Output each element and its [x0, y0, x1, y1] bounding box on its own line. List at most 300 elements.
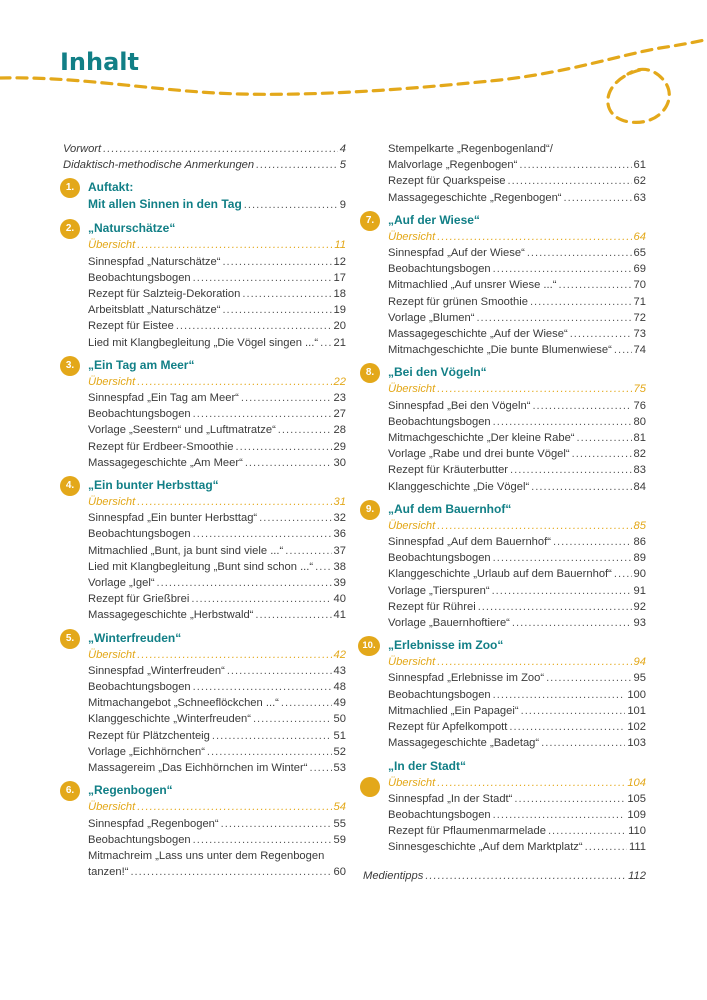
toc-entry-title: Übersicht	[88, 648, 136, 661]
chapter-title[interactable]: „Auf der Wiese“	[388, 212, 480, 227]
toc-entry[interactable]	[388, 245, 646, 261]
toc-entry-page: 22	[333, 375, 346, 388]
toc-entry-page: 61	[633, 159, 646, 172]
toc-entry-page: 94	[633, 656, 646, 669]
dot-leader	[514, 791, 625, 807]
toc-entry-title: Lied mit Klangbegleitung „Die Vögel singen ...“	[88, 336, 319, 349]
dot-leader	[242, 286, 331, 302]
chapter-6-continued	[363, 141, 646, 206]
toc-entry[interactable]	[88, 406, 346, 422]
chapter-number-badge: 8.	[360, 363, 380, 383]
toc-entry-title: Massagegeschichte „Auf der Wiese“	[388, 328, 568, 341]
toc-entry-page: 55	[333, 817, 346, 830]
toc-entry-page: 20	[333, 320, 346, 333]
dot-leader	[512, 615, 632, 631]
toc-entry-page: 101	[627, 704, 646, 717]
chapter-title[interactable]: „Naturschätze“	[88, 221, 176, 236]
chapter-title[interactable]: „Regenbogen“	[88, 783, 173, 798]
toc-entry[interactable]	[388, 703, 646, 719]
toc-entry[interactable]	[388, 326, 646, 342]
chapter-number-badge: 4.	[60, 476, 80, 496]
toc-entry-title: Sinnespfad „Auf dem Bauernhof“	[388, 536, 551, 549]
dot-leader	[492, 583, 632, 599]
toc-entry-title: Beobachtungsbogen	[88, 833, 191, 846]
toc-entry-page: 73	[633, 328, 646, 341]
dot-leader	[493, 807, 626, 823]
chapter-7	[363, 212, 646, 359]
dot-leader	[530, 294, 632, 310]
toc-entry-title: Übersicht	[88, 239, 136, 252]
toc-entry-page: 69	[633, 263, 646, 276]
dot-leader	[553, 534, 632, 550]
toc-entry[interactable]	[88, 390, 346, 406]
toc-entry-page: 65	[633, 247, 646, 260]
toc-entry-title: Rezept für Rührei	[388, 600, 476, 613]
dot-leader	[437, 775, 625, 791]
toc-entry-page: 21	[333, 336, 346, 349]
dot-leader	[558, 277, 631, 293]
toc-entry[interactable]	[388, 735, 646, 751]
toc-entry-title: Rezept für Quarkspeise	[388, 175, 506, 188]
dot-leader	[176, 318, 332, 334]
chapter-3	[63, 357, 346, 471]
dot-leader	[493, 687, 626, 703]
toc-entry-page: 48	[333, 681, 346, 694]
toc-entry-page: 91	[633, 584, 646, 597]
toc-entry-page: 40	[333, 593, 346, 606]
toc-entry-title: Massagegeschichte „Am Meer“	[88, 456, 243, 469]
dot-leader	[137, 799, 331, 815]
dot-leader	[531, 479, 631, 495]
toc-entry-title: Beobachtungsbogen	[388, 688, 491, 701]
toc-entry[interactable]	[388, 446, 646, 462]
toc-entry-page: 41	[333, 609, 346, 622]
toc-entry-title: Sinnespfad „Bei den Vögeln“	[388, 399, 531, 412]
toc-entry-wrap-line2[interactable]: tanzen!“ ..... 60	[88, 864, 346, 880]
toc-entry[interactable]	[88, 711, 346, 727]
toc-entry[interactable]	[388, 294, 646, 310]
toc-entry[interactable]	[388, 615, 646, 631]
toc-entry[interactable]	[88, 575, 346, 591]
dot-leader	[510, 462, 632, 478]
toc-entry-overview[interactable]	[88, 374, 346, 390]
toc-entry-page: 111	[628, 841, 646, 854]
chapter-6	[63, 782, 346, 880]
chapter-title[interactable]: „Ein Tag am Meer“	[88, 357, 195, 372]
toc-entry-title: Mitmachgeschichte „Der kleine Rabe“	[388, 432, 575, 445]
dot-leader	[585, 839, 627, 855]
dot-leader	[508, 173, 632, 189]
dot-leader	[285, 543, 331, 559]
dot-leader	[259, 510, 331, 526]
toc-entry[interactable]	[388, 342, 646, 358]
toc-entry-overview[interactable]	[388, 654, 646, 670]
toc-entry-page: 64	[633, 230, 646, 243]
toc-entry-page: 63	[633, 191, 646, 204]
dot-leader	[614, 342, 632, 358]
dot-leader	[320, 335, 331, 351]
toc-entry-title: Beobachtungsbogen	[388, 415, 491, 428]
toc-entry[interactable]	[388, 430, 646, 446]
toc-entry-title: Rezept für Pflaumenmarmelade	[388, 825, 546, 838]
toc-entry[interactable]	[88, 816, 346, 832]
chapter-8	[363, 364, 646, 494]
toc-entry-page: 103	[627, 737, 646, 750]
toc-entry-title: Mitmachlied „Ein Papagei“	[388, 704, 519, 717]
dot-leader	[193, 406, 332, 422]
toc-entry[interactable]	[388, 462, 646, 478]
toc-entry[interactable]	[388, 839, 646, 855]
dot-leader	[564, 190, 632, 206]
dot-leader	[437, 229, 631, 245]
toc-entry-title: Vorlage „Tierspuren“	[388, 584, 490, 597]
dot-leader	[577, 430, 632, 446]
toc-entry-anmerkungen[interactable]: Didaktisch-methodische Anmerkungen ..... 5	[63, 157, 346, 173]
toc-entry[interactable]	[388, 157, 646, 173]
toc-entry[interactable]	[388, 599, 646, 615]
dot-leader	[437, 654, 631, 670]
chapter-1	[63, 179, 346, 214]
toc-entry[interactable]	[88, 760, 346, 776]
toc-entry[interactable]	[388, 190, 646, 206]
chapter-title[interactable]: Auftakt:	[88, 180, 134, 195]
toc-entry-page: 93	[633, 617, 646, 630]
toc-entry-title: Vorlage „Seestern“ und „Luftmatratze“	[88, 424, 276, 437]
dot-leader	[193, 526, 332, 542]
dot-leader	[193, 832, 332, 848]
dot-leader	[509, 719, 625, 735]
dot-leader	[137, 494, 331, 510]
toc-entry-title: Rezept für Eistee	[88, 320, 174, 333]
toc-entry-title: Mitmachgeschichte „Die bunte Blumenwiese“	[388, 344, 612, 357]
toc-entry[interactable]	[388, 398, 646, 414]
toc-entry-overview[interactable]	[388, 229, 646, 245]
chapter-5	[63, 630, 346, 777]
dot-leader	[541, 735, 625, 751]
toc-entry-page: 11	[334, 239, 346, 252]
toc-entry-overview[interactable]	[88, 494, 346, 510]
toc-entry-title: Vorlage „Bauernhoftiere“	[388, 617, 510, 630]
toc-entry-title: Mitmachangebot „Schneeflöckchen ...“	[88, 697, 279, 710]
toc-entry-page: 90	[633, 568, 646, 581]
toc-entry-page: 109	[627, 808, 646, 821]
toc-entry-page: 100	[627, 688, 646, 701]
chapter-title[interactable]: „In der Stadt“	[388, 758, 467, 773]
toc-entry-title: Übersicht	[88, 496, 136, 509]
chapter-title[interactable]: „Bei den Vögeln“	[388, 365, 487, 380]
toc-entry[interactable]	[88, 695, 346, 711]
toc-left-column	[63, 141, 346, 880]
toc-entry-page: 85	[633, 519, 646, 532]
dot-leader	[493, 261, 632, 277]
toc-entry-title: Beobachtungsbogen	[388, 263, 491, 276]
chapter-number-badge	[360, 777, 380, 797]
toc-entry-title: Massagegeschichte „Regenbogen“	[388, 191, 562, 204]
chapter-11	[363, 758, 646, 856]
toc-entry-title: Massagegeschichte „Herbstwald“	[88, 609, 254, 622]
toc-entry-page: 32	[333, 512, 346, 525]
toc-entry-page: 49	[333, 697, 346, 710]
dot-leader	[137, 647, 331, 663]
toc-entry-title: Vorlage „Rabe und drei bunte Vögel“	[388, 448, 570, 461]
toc-entry[interactable]	[388, 414, 646, 430]
toc-entry[interactable]	[88, 832, 346, 848]
toc-entry[interactable]	[88, 679, 346, 695]
toc-entry[interactable]	[388, 261, 646, 277]
toc-entry[interactable]	[88, 270, 346, 286]
toc-entry-title: Übersicht	[388, 519, 436, 532]
toc-entry-page: 17	[333, 271, 346, 284]
toc-entry-title: Malvorlage „Regenbogen“	[388, 159, 518, 172]
dot-leader	[437, 381, 631, 397]
dot-leader	[253, 711, 332, 727]
chapter-number-badge: 10.	[358, 636, 380, 656]
toc-entry[interactable]	[388, 566, 646, 582]
toc-entry-overview[interactable]	[88, 237, 346, 253]
toc-entry-page: 70	[633, 279, 646, 292]
toc-entry-title: Mitmachlied „Auf unsrer Wiese ...“	[388, 279, 557, 292]
dot-leader	[137, 237, 332, 253]
toc-entry-overview[interactable]	[388, 775, 646, 791]
toc-entry-page: 80	[633, 415, 646, 428]
chapter-number-badge: 9.	[360, 500, 380, 520]
toc-entry[interactable]	[88, 543, 346, 559]
dot-leader	[221, 816, 332, 832]
toc-entry-title: Übersicht	[388, 656, 436, 669]
dot-leader	[532, 398, 631, 414]
toc-entry[interactable]	[88, 455, 346, 471]
toc-entry-page: 62	[633, 175, 646, 188]
dot-leader	[572, 446, 632, 462]
chapter-2	[63, 220, 346, 350]
toc-entry-title: Übersicht	[388, 776, 436, 789]
dot-leader	[157, 575, 332, 591]
toc-entry-page: 23	[333, 392, 346, 405]
toc-entry-overview[interactable]	[388, 518, 646, 534]
toc-entry-title: Sinnespfad „Naturschätze“	[88, 255, 221, 268]
toc-entry[interactable]	[88, 607, 346, 623]
toc-entry-title: Sinnespfad „Auf der Wiese“	[388, 247, 525, 260]
dot-leader	[493, 414, 632, 430]
dot-leader	[191, 591, 331, 607]
toc-entry-title: Vorlage „Igel“	[88, 577, 155, 590]
toc-entry-page: 18	[333, 288, 346, 301]
toc-entry[interactable]	[388, 719, 646, 735]
toc-entry-title: Übersicht	[88, 375, 136, 388]
toc-entry-title: Massagegeschichte „Badetag“	[388, 737, 540, 750]
toc-entry-page: 50	[333, 713, 346, 726]
toc-entry[interactable]	[388, 173, 646, 189]
toc-entry[interactable]	[388, 479, 646, 495]
dot-leader	[245, 455, 332, 471]
chapter-title[interactable]: „Ein bunter Herbsttag“	[88, 478, 219, 493]
toc-entry-title: Arbeitsblatt „Naturschätze“	[88, 304, 221, 317]
toc-entry[interactable]	[388, 310, 646, 326]
dot-leader	[193, 679, 332, 695]
page-title: Inhalt	[60, 48, 139, 76]
toc-entry-title: Sinnespfad „In der Stadt“	[388, 792, 513, 805]
dot-leader	[519, 157, 631, 173]
toc-entry-page: 110	[628, 825, 646, 838]
toc-entry-page: 39	[333, 577, 346, 590]
toc-entry-page: 102	[627, 721, 646, 734]
dot-leader	[521, 703, 626, 719]
toc-entry-title: Rezept für grünen Smoothie	[388, 295, 528, 308]
toc-entry-page: 89	[633, 552, 646, 565]
toc-entry[interactable]	[388, 823, 646, 839]
toc-entry-overview[interactable]	[388, 381, 646, 397]
toc-entry-page: 53	[333, 762, 346, 775]
chapter-number-badge: 1.	[60, 178, 80, 198]
toc-entry-title: Sinnespfad „Ein Tag am Meer“	[88, 392, 239, 405]
toc-entry[interactable]	[388, 791, 646, 807]
chapter-number-badge: 6.	[60, 781, 80, 801]
toc-entry-page: 81	[633, 432, 646, 445]
dot-leader	[309, 760, 331, 776]
toc-entry-title: Übersicht	[388, 383, 436, 396]
chapter-number-badge: 7.	[360, 211, 380, 231]
toc-entry-page: 31	[333, 496, 346, 509]
toc-entry-title: Rezept für Grießbrei	[88, 593, 190, 606]
chapter-number-badge: 5.	[60, 629, 80, 649]
toc-entry-title: Beobachtungsbogen	[88, 408, 191, 421]
toc-entry-title: Klanggeschichte „Winterfreuden“	[88, 713, 251, 726]
dot-leader	[546, 670, 631, 686]
dot-leader	[548, 823, 626, 839]
toc-entry-title: Rezept für Kräuterbutter	[388, 464, 509, 477]
toc-entry-title: Beobachtungsbogen	[88, 681, 191, 694]
toc-entry-page: 86	[633, 536, 646, 549]
toc-entry-title: Massagereim „Das Eichhörnchen im Winter“	[88, 762, 308, 775]
chapter-title-line2[interactable]: Mit allen Sinnen in den Tag ..... 9	[88, 196, 346, 214]
toc-entry[interactable]	[88, 510, 346, 526]
toc-entry[interactable]	[388, 277, 646, 293]
toc-entry-medientipps[interactable]: Medientipps ..... 112	[363, 868, 646, 884]
toc-entry-title: Mitmachlied „Bunt, ja bunt sind viele ...“	[88, 544, 284, 557]
toc-entry-title: Beobachtungsbogen	[388, 808, 491, 821]
toc-entry-page: 52	[333, 745, 346, 758]
toc-entry[interactable]	[88, 439, 346, 455]
toc-entry[interactable]	[88, 254, 346, 270]
toc-entry-page: 82	[633, 448, 646, 461]
toc-entry-title: Beobachtungsbogen	[88, 271, 191, 284]
dot-leader	[255, 607, 331, 623]
toc-entry-title: Sinnesgeschichte „Auf dem Marktplatz“	[388, 841, 583, 854]
toc-entry-title: Rezept für Salzteig-Dekoration	[88, 288, 241, 301]
dot-leader	[227, 663, 332, 679]
dot-leader	[236, 439, 332, 455]
dot-leader	[570, 326, 632, 342]
toc-entry[interactable]	[88, 286, 346, 302]
toc-entry[interactable]	[388, 807, 646, 823]
toc-entry-title: Rezept für Plätzchenteig	[88, 729, 210, 742]
toc-entry-title: Rezept für Erdbeer-Smoothie	[88, 440, 234, 453]
toc-entry[interactable]	[88, 422, 346, 438]
toc-entry-page: 42	[333, 648, 346, 661]
dot-leader	[222, 254, 331, 270]
toc-entry-page: 36	[333, 528, 346, 541]
dot-leader	[437, 518, 631, 534]
dot-leader	[281, 695, 332, 711]
toc-entry-title: Klanggeschichte „Urlaub auf dem Bauernhof“	[388, 568, 612, 581]
toc-entry-title: Vorlage „Eichhörnchen“	[88, 745, 205, 758]
chapter-10	[363, 637, 646, 751]
toc-entry-page: 95	[633, 672, 646, 685]
toc-entry-page: 37	[333, 544, 346, 557]
toc-entry-page: 92	[633, 600, 646, 613]
toc-entry[interactable]	[88, 526, 346, 542]
dot-leader	[241, 390, 332, 406]
dot-leader	[212, 728, 332, 744]
toc-entry[interactable]	[388, 583, 646, 599]
toc-entry-title: Rezept für Apfelkompott	[388, 721, 508, 734]
toc-entry-page: 75	[633, 383, 646, 396]
toc-entry-page: 84	[633, 480, 646, 493]
toc-entry-page: 71	[633, 295, 646, 308]
toc-entry[interactable]	[88, 302, 346, 318]
toc-entry[interactable]	[388, 687, 646, 703]
dot-leader	[614, 566, 632, 582]
chapter-number-badge: 3.	[60, 356, 80, 376]
toc-entry-title: Beobachtungsbogen	[88, 528, 191, 541]
toc-right-column	[363, 141, 646, 884]
toc-entry-stempelkarte[interactable]: Stempelkarte „Regenbogenland“/	[388, 143, 553, 155]
toc-entry-overview[interactable]	[88, 799, 346, 815]
toc-entry-page: 38	[333, 560, 346, 573]
toc-entry-overview[interactable]	[88, 647, 346, 663]
toc-entry-page: 105	[627, 792, 646, 805]
toc-entry-page: 19	[333, 304, 346, 317]
toc-entry[interactable]	[88, 559, 346, 575]
toc-entry-title: Klanggeschichte „Die Vögel“	[388, 480, 530, 493]
dot-leader	[278, 422, 332, 438]
dot-leader	[478, 599, 632, 615]
toc-entry-page: 74	[633, 344, 646, 357]
toc-entry[interactable]	[88, 663, 346, 679]
toc-entry-title: Übersicht	[388, 230, 436, 243]
dot-leader	[222, 302, 331, 318]
toc-entry-title: Sinnespfad „Erlebnisse im Zoo“	[388, 672, 545, 685]
chapter-number-badge: 2.	[60, 219, 80, 239]
dot-leader	[476, 310, 631, 326]
toc-entry-vorwort[interactable]: Vorwort ..... 4	[63, 141, 346, 157]
dot-leader	[315, 559, 331, 575]
toc-entry[interactable]	[388, 550, 646, 566]
toc-entry-title: Sinnespfad „Winterfreuden“	[88, 664, 225, 677]
toc-entry-page: 27	[333, 408, 346, 421]
toc-entry[interactable]	[88, 744, 346, 760]
chapter-title[interactable]: „Winterfreuden“	[88, 630, 182, 645]
toc-entry-title: Sinnespfad „Regenbogen“	[88, 817, 219, 830]
toc-entry-title: Sinnespfad „Ein bunter Herbsttag“	[88, 512, 258, 525]
toc-entry[interactable]	[88, 318, 346, 334]
toc-entry-page: 30	[333, 456, 346, 469]
dot-leader	[207, 744, 332, 760]
toc-entry[interactable]	[388, 670, 646, 686]
toc-entry-page: 59	[333, 833, 346, 846]
chapter-title[interactable]: „Erlebnisse im Zoo“	[388, 638, 504, 653]
chapter-9	[363, 501, 646, 631]
chapter-title[interactable]: „Auf dem Bauernhof“	[388, 501, 512, 516]
toc-entry-page: 28	[333, 424, 346, 437]
toc-entry-wrap-line1[interactable]: Mitmachreim „Lass uns unter dem Regenbogen	[88, 849, 325, 862]
toc-entry-page: 72	[633, 311, 646, 324]
toc-entry[interactable]	[388, 534, 646, 550]
toc-entry[interactable]	[88, 591, 346, 607]
toc-entry[interactable]	[88, 335, 346, 351]
toc-entry-title: Vorlage „Blumen“	[388, 311, 475, 324]
toc-entry[interactable]	[88, 728, 346, 744]
